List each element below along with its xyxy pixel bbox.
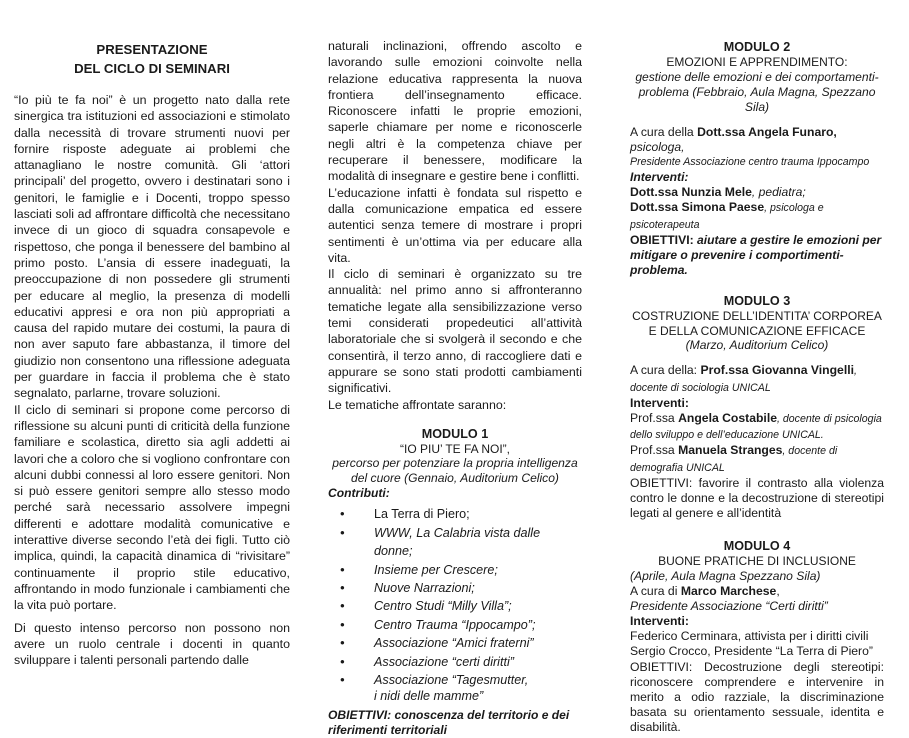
modulo4-subtitle: BUONE PRATICHE DI INCLUSIONE [658, 554, 856, 569]
modulo2-obiettivi-label: OBIETTIVI: [630, 232, 694, 247]
modulo2-cura-name: Dott.ssa Angela Funaro, [697, 124, 837, 139]
modulo3-subtitle-1: COSTRUZIONE DELL’IDENTITA’ CORPOREA [632, 309, 882, 324]
modulo3-interventi-label: Interventi: [630, 395, 689, 410]
modulo1-contributi-label: Contributi: [328, 486, 390, 501]
modulo1-description: percorso per potenziare la propria intelligenza del cuore (Gennaio, Auditorium Celico) [332, 456, 578, 486]
modulo4-interventi-label: Interventi: [630, 614, 689, 629]
modulo4-title: MODULO 4 [723, 539, 791, 554]
intro-paragraph-2: Il ciclo di seminari si propone come percorso di riflessione su alcuni punti di criticità della funzione familiare e scolastica, diretto sia agli addetti ai lavori che a coloro che si vogliono confrontare con alcuni dubbi connessi al loro essere genitori. Non si può essere genitori sempre allo stesso modo perché sarà necessario assolvere impegni differenti e adottare modalità comunicative e interattive diverse secondo l’età dei figli. Tutto ciò implica, quindi, la capacità dinamica di “rivisitare” continuamente il proprio stile educativo, affrontando in modo funzionale i cambiamenti che la vita può portare. [14, 402, 290, 613]
modulo1-section [328, 427, 582, 738]
modulo4-intervento-2: Sergio Crocco, Presidente “La Terra di Piero” [630, 644, 873, 659]
modulo4-cura-name: Marco Marchese [680, 583, 777, 598]
column-middle [328, 0, 582, 737]
modulo3-int1-name: Angela Costabile [678, 410, 777, 425]
modulo2-intervento-1 [630, 185, 884, 200]
modulo1-title: MODULO 1 [421, 426, 489, 441]
modulo4-cura-prefix: A cura di [630, 583, 678, 598]
modulo2-subtitle: EMOZIONI E APPRENDIMENTO: [666, 55, 848, 69]
modulo2-obiettivi [630, 233, 884, 279]
modulo2-cura-role: psicologa, [630, 139, 685, 154]
modulo2-cura-role2: Presidente Associazione centro trauma Ippocampo [630, 155, 870, 168]
list-item: • Associazione “Amici fraterni” [340, 634, 582, 652]
modulo3-place: (Marzo, Auditorium Celico) [685, 338, 829, 353]
list-item-continuation: i nidi delle mamme” [374, 689, 484, 704]
modulo2-cura-prefix: A cura della [630, 124, 694, 139]
modulo3-title: MODULO 3 [723, 294, 791, 309]
modulo2-intervento-2 [630, 200, 884, 232]
intro-title [14, 40, 290, 78]
modulo3-intervento-2 [630, 443, 884, 475]
modulo3-intervento-1 [630, 411, 884, 443]
modulo2-cura [630, 125, 884, 171]
modulo1-contributi-list [328, 505, 582, 704]
middle-paragraph-4: Le tematiche affrontate saranno: [328, 397, 507, 412]
modulo4-place: (Aprile, Aula Magna Spezzano Sila) [630, 568, 821, 583]
modulo4-cura-comma: , [776, 583, 780, 598]
modulo2-int1-role: , pediatra; [751, 185, 806, 200]
modulo4-intervento-1: Federico Cerminara, attivista per i diritti civili [630, 629, 869, 644]
modulo3-int2-name: Manuela Stranges [678, 443, 783, 458]
modulo3-cura-name: Prof.ssa Giovanna Vingelli [700, 363, 854, 378]
column-moduli [630, 0, 884, 735]
modulo1-obiettivi [328, 708, 582, 738]
modulo3-obiettivi: OBIETTIVI: favorire il contrasto alla violenza contro le donne e la decostruzione di stereotipi legati al genere e all’identità [630, 475, 884, 521]
modulo4-section [630, 539, 884, 735]
list-item: • Centro Trauma “Ippocampo”; [340, 616, 582, 634]
list-item: • La Terra di Piero; [340, 505, 582, 523]
modulo1-obiettivi-label: OBIETTIVI: [328, 707, 392, 722]
modulo3-int1-prefix: Prof.ssa [630, 410, 675, 425]
modulo3-int1-role: , docente di psicologia dello sviluppo e dell’educazione UNICAL. [630, 412, 882, 442]
modulo1-obiettivi-text: conoscenza del territorio e dei riferimenti territoriali [328, 707, 570, 737]
list-item: • Nuove Narrazioni; [340, 579, 582, 597]
list-item: • Centro Studi “Milly Villa”; [340, 597, 582, 615]
modulo3-section [630, 294, 884, 521]
middle-paragraph-2: L’educazione infatti è fondata sul rispetto e dalla comunicazione empatica ed essere autentici senza temere di mostrare i propri sentimenti è un’ottima via per educare alla vita. [328, 185, 582, 265]
list-item: • Insieme per Crescere; [340, 561, 582, 579]
modulo2-int2-role: , psicologa e psicoterapeuta [630, 202, 824, 231]
list-item: • Associazione “certi diritti” [340, 653, 582, 671]
modulo2-int1-name: Dott.ssa Nunzia Mele [630, 185, 752, 200]
modulo3-cura [630, 363, 884, 395]
list-item: • Associazione “Tagesmutter, [340, 671, 582, 689]
intro-title-line1: PRESENTAZIONE [96, 42, 208, 57]
modulo2-section [630, 40, 884, 278]
middle-paragraph-3: Il ciclo di seminari è organizzato su tre annualità: nel primo anno si affronteranno tematiche legate alla sensibilizzazione verso temi considerati propedeutici all’attività laboratoriale che si svolgerà il secondo e che consentirà, il terzo anno, di raccogliere dati e appurare se sono stati prodotti cambiamenti significativi. [328, 267, 582, 396]
middle-paragraph-1: naturali inclinazioni, offrendo ascolto e lavorando sulle emozioni coinvolte nella relazione educativa rappresenta la nuova frontiera dell’insegnamento efficace. Riconoscere infatti le proprie emozioni, saperle chiamare per nome e riconoscerle negli altri è la competenza chiave per recuperare il benessere, modificare la modalità di insegnare e gestire bene i conflitti. [328, 39, 582, 184]
intro-title-line2: DEL CICLO DI SEMINARI [74, 61, 230, 76]
modulo3-cura-prefix: A cura della: [630, 363, 698, 378]
modulo3-int2-role: , docente di demografia UNICAL [630, 445, 838, 474]
modulo4-cura-role: Presidente Associazione “Certi diritti” [630, 599, 828, 614]
column-presentazione [14, 0, 290, 668]
modulo2-title: MODULO 2 [723, 40, 791, 54]
list-item: • WWW, La Calabria vista dalle donne; [340, 524, 582, 561]
modulo2-int2-name: Dott.ssa Simona Paese [630, 200, 765, 215]
intro-paragraph-3: Di questo intenso percorso non possono non avere un ruolo centrale i docenti in quanto sviluppare i talenti personali partendo dalle [14, 620, 290, 668]
modulo3-cura-role: , docente di sociologia UNICAL [630, 365, 857, 394]
modulo4-cura [630, 584, 884, 599]
modulo2-interventi-label: Interventi: [630, 170, 689, 185]
modulo4-obiettivi: OBIETTIVI: Decostruzione degli stereotipi: riconoscere comprendere e intervenire in merito a odio razziale, la discriminazione basata su orientamento sessuale, identita e disabilità. [630, 659, 884, 735]
modulo3-subtitle-2: E DELLA COMUNICAZIONE EFFICACE [648, 323, 866, 338]
modulo1-subtitle: “IO PIU’ TE FA NOI”, [399, 441, 510, 456]
modulo2-obiettivi-text: aiutare a gestire le emozioni per mitigare o prevenire i comportimenti-problema. [630, 232, 882, 278]
modulo3-int2-prefix: Prof.ssa [630, 443, 675, 458]
modulo2-description: gestione delle emozioni e dei comportamenti-problema (Febbraio, Aula Magna, Spezzano Sila) [635, 69, 879, 114]
intro-paragraph-1: “Io più te fa noi” è un progetto nato dalla rete sinergica tra istituzioni ed associazioni e stimolato dalla necessità di trovare strumenti nuovi per fornire risposte adeguate ai problemi che attanagliano le nostre comunità. Gli ‘attori principali’ del progetto, ovvero i destinatari sono i genitori, le famiglie e i Docenti, troppo spesso lasciati soli ad affrontare difficoltà che necessitano invece di un gioco di squadra consapevole e rispettoso, che ponga il benessere del bambino al primo posto. L’ansia di essere inadeguati, la preoccupazione di non possedere gli strumenti per educare al meglio, la presenza di modelli educativi appresi e ora non più appropriati a causa del rapido mutare dei costumi, la paura di non aver saputo fare abbastanza, il timore del giudizio non consentono una riflessione adeguata per guardare in faccia il problema che è stato segnalato, parlarne, trovare soluzioni. [14, 93, 290, 401]
